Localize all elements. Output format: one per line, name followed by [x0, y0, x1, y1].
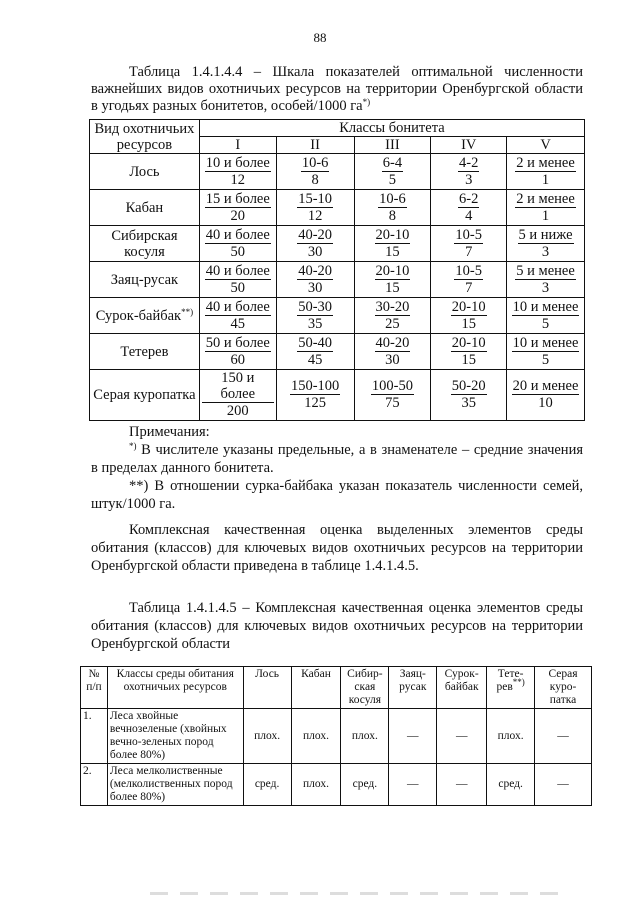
- header-black-grouse-sup: **): [512, 677, 525, 687]
- density-cell: [354, 370, 431, 421]
- species-cell: [90, 298, 200, 334]
- species-name: Сибирская косуля: [111, 227, 178, 260]
- header-black-grouse-text: Тете-рев: [496, 668, 524, 693]
- density-average: 7: [465, 243, 473, 260]
- species-cell: [90, 262, 200, 298]
- density-cell: [507, 298, 585, 334]
- density-limit: 5 и ниже: [518, 226, 573, 243]
- density-average: 3: [541, 279, 550, 296]
- density-average: 50: [230, 279, 246, 296]
- density-average: 8: [388, 207, 397, 224]
- density-limit: 10-6: [379, 190, 406, 207]
- assessment-value: —: [535, 709, 592, 764]
- density-average: 35: [307, 315, 323, 332]
- class-header: IV: [431, 137, 507, 154]
- header-roe-deer: Сибир-ская косуля: [341, 667, 389, 709]
- habitat-assessment-table: [80, 666, 592, 806]
- density-cell: [431, 154, 507, 190]
- density-average: 15: [461, 315, 476, 332]
- density-limit: 2 и менее: [516, 190, 575, 207]
- density-limit: 30-20: [375, 298, 410, 315]
- table1-header-row: [90, 120, 585, 137]
- density-limit: 40 и более: [205, 226, 270, 243]
- notes: [91, 423, 583, 513]
- density-average: 5: [541, 315, 550, 332]
- assessment-value: —: [389, 709, 437, 764]
- header-hare: Заяц-русак: [389, 667, 437, 709]
- species-name: Сурок-байбак: [95, 307, 182, 324]
- table1-caption-sup: *): [362, 97, 371, 107]
- density-cell: [199, 190, 276, 226]
- table2-header-row: [81, 667, 592, 709]
- density-limit: 6-4: [382, 154, 403, 171]
- density-average: 5: [541, 351, 550, 368]
- assessment-value: плох.: [341, 709, 389, 764]
- table1-classes-header: Классы бонитета: [199, 120, 584, 137]
- header-partridge: Серая куро-патка: [535, 667, 592, 709]
- density-cell: [507, 190, 585, 226]
- table1-caption-line1: Таблица 1.4.1.4.4 – Шкала показателей оптимальной численности: [129, 64, 583, 80]
- assessment-value: сред.: [487, 764, 535, 806]
- density-cell: [507, 262, 585, 298]
- table-row: [90, 298, 585, 334]
- density-cell: [354, 298, 431, 334]
- density-limit: 40-20: [375, 334, 410, 351]
- density-average: 5: [388, 171, 397, 188]
- density-cell: [431, 262, 507, 298]
- assessment-value: плох.: [291, 709, 341, 764]
- density-cell: [354, 334, 431, 370]
- density-cell: [276, 154, 354, 190]
- density-limit: 10 и более: [205, 154, 270, 171]
- species-sup: **): [181, 306, 194, 317]
- species-cell: [90, 370, 200, 421]
- class-header: V: [507, 137, 585, 154]
- density-cell: [431, 226, 507, 262]
- table-row: [90, 226, 585, 262]
- density-limit: 40-20: [298, 226, 333, 243]
- paragraph-line1: Комплексная качественная оценка выделенных элементов среды: [129, 522, 583, 538]
- species-cell: [90, 154, 200, 190]
- density-cell: [199, 298, 276, 334]
- class-header: I: [199, 137, 276, 154]
- assessment-value: плох.: [291, 764, 341, 806]
- density-average: 30: [307, 279, 323, 296]
- header-marmot: Сурок-байбак: [437, 667, 487, 709]
- density-limit: 10 и менее: [512, 334, 579, 351]
- row-number: 1.: [81, 709, 108, 764]
- density-limit: 10-6: [301, 154, 329, 171]
- table2-body: [81, 709, 592, 806]
- density-limit: 150-100: [290, 378, 340, 394]
- density-limit: 20 и менее: [512, 378, 579, 394]
- density-limit: 40 и более: [205, 262, 270, 279]
- optimal-density-table: [89, 119, 585, 421]
- density-average: 200: [226, 403, 249, 419]
- density-cell: [199, 370, 276, 421]
- density-average: 35: [461, 395, 476, 411]
- density-cell: [276, 226, 354, 262]
- density-cell: [354, 190, 431, 226]
- assessment-value: сред.: [341, 764, 389, 806]
- species-name: Заяц-русак: [110, 271, 179, 288]
- page-number: 88: [313, 30, 327, 45]
- density-limit: 20-10: [451, 298, 486, 315]
- density-average: 10: [538, 395, 553, 411]
- species-name: Тетерев: [120, 343, 169, 360]
- density-limit: 10 и менее: [512, 298, 579, 315]
- density-average: 45: [307, 351, 323, 368]
- header-num: № п/п: [81, 667, 108, 709]
- class-header: III: [354, 137, 431, 154]
- density-limit: 50 и более: [205, 334, 270, 351]
- density-cell: [507, 154, 585, 190]
- density-limit: 50-30: [298, 298, 333, 315]
- density-cell: [507, 226, 585, 262]
- species-cell: [90, 226, 200, 262]
- table1-caption: [91, 64, 583, 115]
- density-average: 15: [385, 279, 400, 296]
- density-limit: 50-40: [298, 334, 333, 351]
- species-name: Лось: [129, 163, 160, 180]
- density-cell: [276, 298, 354, 334]
- density-cell: [431, 370, 507, 421]
- density-limit: 20-10: [375, 262, 410, 279]
- table1-species-header: [90, 120, 200, 154]
- table-row: [81, 709, 592, 764]
- density-cell: [507, 334, 585, 370]
- assessment-value: —: [389, 764, 437, 806]
- density-limit: 6-2: [459, 190, 479, 207]
- density-limit: 10-5: [455, 226, 483, 243]
- table-row: [90, 334, 585, 370]
- assessment-value: сред.: [243, 764, 291, 806]
- density-average: 1: [541, 207, 550, 224]
- body-paragraph: [91, 521, 583, 575]
- density-cell: [507, 370, 585, 421]
- density-average: 3: [465, 171, 473, 188]
- table2-caption-line2: обитания (классов) для ключевых видов охотничьих ресурсов на территории: [91, 618, 583, 634]
- note-1-sup: *): [129, 441, 137, 451]
- density-cell: [199, 226, 276, 262]
- paragraph-line2: обитания (классов) для ключевых видов охотничьих ресурсов на территории: [91, 540, 583, 556]
- density-limit: 40 и более: [205, 298, 270, 315]
- species-name: Серая куропатка: [93, 387, 196, 403]
- class-header: II: [276, 137, 354, 154]
- density-cell: [199, 154, 276, 190]
- density-average: 25: [385, 315, 400, 332]
- density-cell: [354, 262, 431, 298]
- density-average: 8: [311, 171, 319, 188]
- density-limit: 15-10: [298, 190, 333, 207]
- paragraph-line3: Оренбургской области приведена в таблице 1.4.1.4.5.: [91, 558, 419, 574]
- density-cell: [431, 298, 507, 334]
- density-limit: 20-10: [451, 334, 486, 351]
- assessment-value: —: [535, 764, 592, 806]
- density-limit: 10-5: [455, 262, 483, 279]
- density-limit: 150 и более: [202, 370, 274, 403]
- density-average: 12: [230, 171, 246, 188]
- note-2: **) В отношении сурка-байбака указан показатель численности семей, штук/1000 га.: [91, 478, 583, 512]
- density-cell: [431, 190, 507, 226]
- density-average: 15: [385, 243, 400, 260]
- density-cell: [276, 262, 354, 298]
- table2-caption: [91, 599, 583, 653]
- density-cell: [199, 262, 276, 298]
- density-cell: [276, 370, 354, 421]
- scan-artifact: [150, 892, 560, 895]
- density-cell: [276, 334, 354, 370]
- density-average: 1: [541, 171, 550, 188]
- density-average: 20: [230, 207, 246, 224]
- table-row: [90, 154, 585, 190]
- density-cell: [276, 190, 354, 226]
- header-boar: Кабан: [291, 667, 341, 709]
- density-average: 15: [461, 351, 476, 368]
- notes-title: Примечания:: [129, 424, 210, 440]
- note-1: [91, 441, 583, 477]
- table-row: [90, 370, 585, 421]
- table2-caption-line3: Оренбургской области: [91, 636, 231, 652]
- habitat-class: Леса мелколиственные (мелколиственных пород более 80%): [107, 764, 243, 806]
- density-cell: [354, 226, 431, 262]
- species-cell: [90, 334, 200, 370]
- density-limit: 20-10: [375, 226, 410, 243]
- density-cell: [431, 334, 507, 370]
- density-average: 4: [465, 207, 473, 224]
- density-average: 45: [230, 315, 246, 332]
- table2-caption-line1: Таблица 1.4.1.4.5 – Комплексная качественная оценка элементов среды: [129, 600, 583, 616]
- density-limit: 50-20: [451, 378, 486, 394]
- table1-species-header-text: Вид охотничьих ресурсов: [94, 120, 195, 153]
- table1-caption-line3: в угодьях разных бонитетов, особей/1000 га: [91, 98, 363, 114]
- density-average: 3: [541, 243, 550, 260]
- note-1-text: В числителе указаны предельные, а в знаменателе – средние значения в пределах данного бонитета.: [91, 442, 583, 476]
- density-limit: 100-50: [371, 378, 413, 394]
- assessment-value: плох.: [243, 709, 291, 764]
- assessment-value: —: [437, 709, 487, 764]
- assessment-value: плох.: [487, 709, 535, 764]
- density-limit: 2 и менее: [516, 154, 575, 171]
- density-average: 125: [304, 395, 326, 411]
- density-limit: 4-2: [459, 154, 479, 171]
- table1-body: [90, 154, 585, 421]
- density-limit: 5 и менее: [516, 262, 575, 279]
- header-black-grouse: [487, 667, 535, 709]
- table1-caption-line2: важнейших видов охотничьих ресурсов на территории Оренбургской области: [91, 81, 583, 97]
- table-row: [90, 190, 585, 226]
- density-average: 30: [385, 351, 400, 368]
- table-row: [81, 764, 592, 806]
- header-elk: Лось: [243, 667, 291, 709]
- assessment-value: —: [437, 764, 487, 806]
- density-average: 30: [307, 243, 323, 260]
- density-limit: 40-20: [298, 262, 333, 279]
- density-average: 12: [307, 207, 323, 224]
- species-cell: [90, 190, 200, 226]
- species-name: Кабан: [125, 199, 164, 216]
- density-limit: 15 и более: [205, 190, 270, 207]
- density-average: 75: [385, 395, 400, 411]
- density-average: 7: [465, 279, 473, 296]
- habitat-class: Леса хвойные вечнозеленые (хвойных вечно-зеленых пород более 80%): [107, 709, 243, 764]
- density-cell: [199, 334, 276, 370]
- density-average: 60: [230, 351, 246, 368]
- density-average: 50: [230, 243, 246, 260]
- density-cell: [354, 154, 431, 190]
- row-number: 2.: [81, 764, 108, 806]
- header-classes: Классы среды обитания охотничьих ресурсов: [107, 667, 243, 709]
- table-row: [90, 262, 585, 298]
